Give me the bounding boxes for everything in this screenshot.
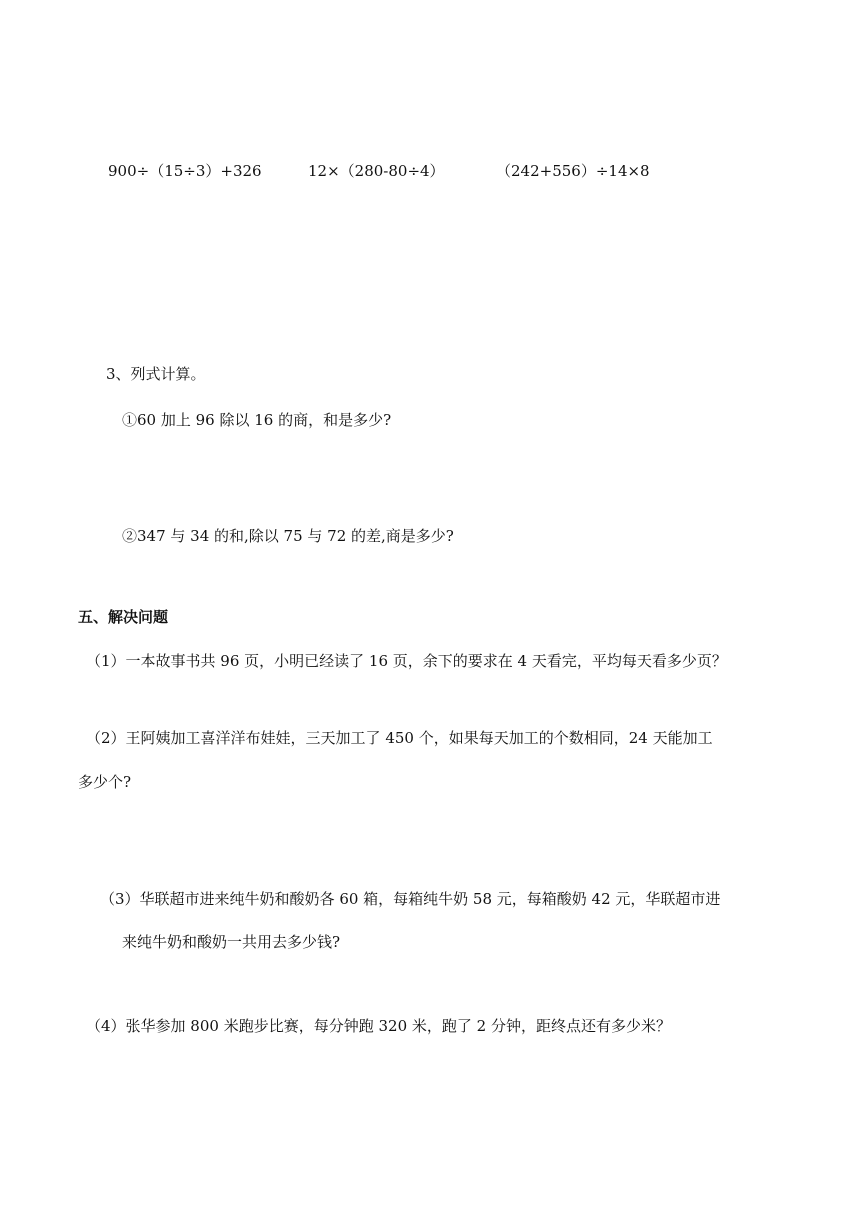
problem-1: （1）一本故事书共 96 页，小明已经读了 16 页，余下的要求在 4 天看完，平均每天看多少页？ [86, 652, 727, 670]
expression-3: （242+556）÷14×8 [496, 162, 650, 180]
problem-2-line-2: 多少个? [78, 773, 132, 791]
section-5-title: 五、解决问题 [78, 608, 169, 626]
expression-2: 12×（280-80÷4） [308, 162, 445, 180]
problem-3-line-2: 来纯牛奶和酸奶一共用去多少钱? [122, 933, 341, 951]
problem-3-line-1: （3）华联超市进来纯牛奶和酸奶各 60 箱，每箱纯牛奶 58 元，每箱酸奶 42 元，华联超市进 [100, 890, 721, 908]
expression-1: 900÷（15÷3）+326 [108, 162, 262, 180]
section-3-item-2: ②347 与 34 的和,除以 75 与 72 的差,商是多少? [122, 527, 454, 545]
problem-4: （4）张华参加 800 米跑步比赛，每分钟跑 320 米，跑了 2 分钟，距终点还有多少米？ [86, 1017, 671, 1035]
problem-2-line-1: （2）王阿姨加工喜洋洋布娃娃，三天加工了 450 个，如果每天加工的个数相同，24 天能加工 [86, 729, 713, 747]
section-3-title: 3、列式计算。 [106, 365, 206, 383]
section-3-item-1: ①60 加上 96 除以 16 的商，和是多少? [122, 411, 392, 429]
